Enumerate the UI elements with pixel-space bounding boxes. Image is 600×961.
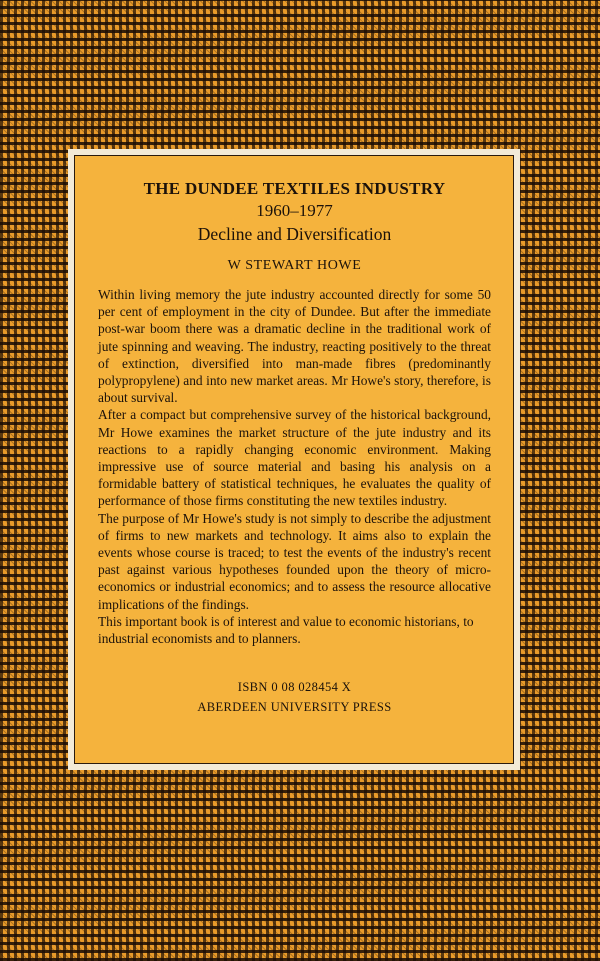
- blurb-panel: [74, 155, 514, 764]
- publisher: ABERDEEN UNIVERSITY PRESS: [197, 700, 392, 715]
- blurb-paragraph: After a compact but comprehensive survey of the historical background, Mr Howe examines the market structure of the jute industry and its reactions to a rapidly changing economic environment. Making impressive use of source material and basing his analysis on a formidable battery of statistical techniques, he evaluates the quality of performance of those firms constituting the new textiles industry.: [98, 407, 491, 509]
- book-author: W STEWART HOWE: [227, 258, 362, 273]
- book-years: 1960–1977: [256, 201, 333, 220]
- blurb-paragraph: This important book is of interest and value to economic historians, to industrial economists and to planners.: [98, 613, 474, 647]
- isbn: ISBN 0 08 028454 X: [237, 680, 352, 695]
- blurb-paragraph: The purpose of Mr Howe's study is not simply to describe the adjustment of firms to new markets and technology. It aims also to explain the events whose course is traced; to test the events of the industry's recent past against various hypotheses founded upon the theory of micro-economics or industrial economics; and to assess the resource allocative implications of the findings.: [98, 510, 491, 612]
- book-subtitle: Decline and Diversification: [197, 224, 392, 244]
- blurb-panel-frame: [68, 149, 520, 770]
- book-title: THE DUNDEE TEXTILES INDUSTRY: [143, 179, 446, 198]
- blurb-paragraph: Within living memory the jute industry accounted directly for some 50 per cent of employment in the city of Dundee. But after the immediate post-war boom there was a dramatic decline in the traditional work of jute spinning and weaving. The industry, reacting positively to the threat of extinction, diversified into man-made fibres (predominantly polypropylene) and into new market areas. Mr Howe's story, therefore, is about survival.: [98, 287, 491, 406]
